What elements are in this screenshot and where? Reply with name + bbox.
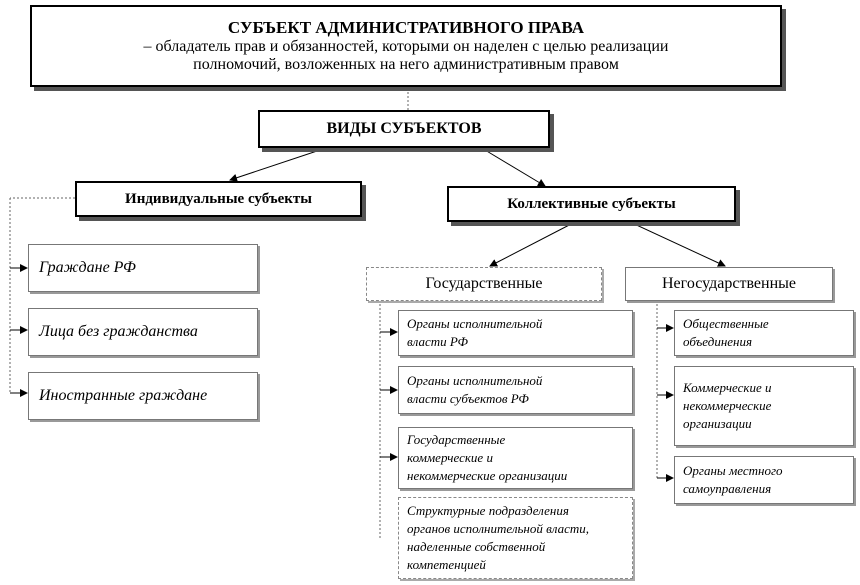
- nonstate-item-line: Органы местного: [683, 463, 783, 478]
- nonstate-subjects-box: [625, 267, 833, 301]
- arrow-to-state: [490, 222, 575, 266]
- individual-subjects-box: [75, 181, 362, 217]
- nonstate-item-line: самоуправления: [683, 481, 772, 496]
- nonstate-item-line: некоммерческие: [683, 398, 772, 413]
- definition-line-2: полномочий, возложенных на него административным правом: [193, 56, 619, 73]
- subject-definition-box: [30, 5, 782, 87]
- state-item-line: Государственные: [407, 432, 506, 447]
- state-item-regional-executive: [398, 366, 633, 414]
- collective-label: Коллективные субъекты: [507, 195, 676, 212]
- state-item-line: власти субъектов РФ: [407, 391, 529, 406]
- subject-types-box: [258, 110, 550, 148]
- state-label: Государственные: [425, 275, 543, 292]
- definition-line-1: – обладатель прав и обязанностей, которыми он наделен с целью реализации: [143, 38, 669, 55]
- nonstate-item-local-government: [674, 456, 854, 504]
- state-item-line: власти РФ: [407, 334, 468, 349]
- state-item-structural-units: [398, 497, 633, 579]
- state-item-line: органов исполнительной власти,: [407, 521, 589, 536]
- collective-subjects-box: [447, 186, 736, 222]
- types-label: ВИДЫ СУБЪЕКТОВ: [326, 120, 482, 137]
- state-subjects-box: [366, 267, 602, 301]
- nonstate-item-line: объединения: [683, 334, 753, 349]
- individual-item-label: Граждане РФ: [39, 259, 136, 276]
- state-item-federal-executive: [398, 310, 633, 356]
- nonstate-item-organizations: [674, 366, 854, 446]
- individual-item-stateless: [28, 308, 258, 356]
- state-item-line: коммерческие и: [407, 450, 493, 465]
- main-title: СУБЪЕКТ АДМИНИСТРАТИВНОГО ПРАВА: [227, 18, 585, 37]
- arrow-to-individual: [230, 150, 320, 180]
- nonstate-item-public-associations: [674, 310, 854, 356]
- state-item-line: компетенцией: [407, 557, 486, 572]
- arrow-to-collective: [485, 150, 545, 186]
- individual-item-foreigners: [28, 372, 258, 420]
- nonstate-item-line: Коммерческие и: [683, 380, 772, 395]
- individual-item-label: Иностранные граждане: [39, 387, 208, 404]
- state-item-state-organizations: [398, 427, 633, 489]
- state-item-line: Органы исполнительной: [407, 373, 543, 388]
- state-item-line: наделенные собственной: [407, 539, 546, 554]
- state-item-line: Структурные подразделения: [407, 503, 569, 518]
- nonstate-item-line: Общественные: [683, 316, 769, 331]
- arrow-to-nonstate: [630, 222, 725, 266]
- state-item-line: Органы исполнительной: [407, 316, 543, 331]
- nonstate-item-line: организации: [683, 416, 752, 431]
- state-item-line: некоммерческие организации: [407, 468, 568, 483]
- individual-label: Индивидуальные субъекты: [125, 190, 312, 207]
- individual-item-citizens: [28, 244, 258, 292]
- nonstate-label: Негосударственные: [662, 275, 796, 292]
- individual-item-label: Лица без гражданства: [39, 323, 198, 340]
